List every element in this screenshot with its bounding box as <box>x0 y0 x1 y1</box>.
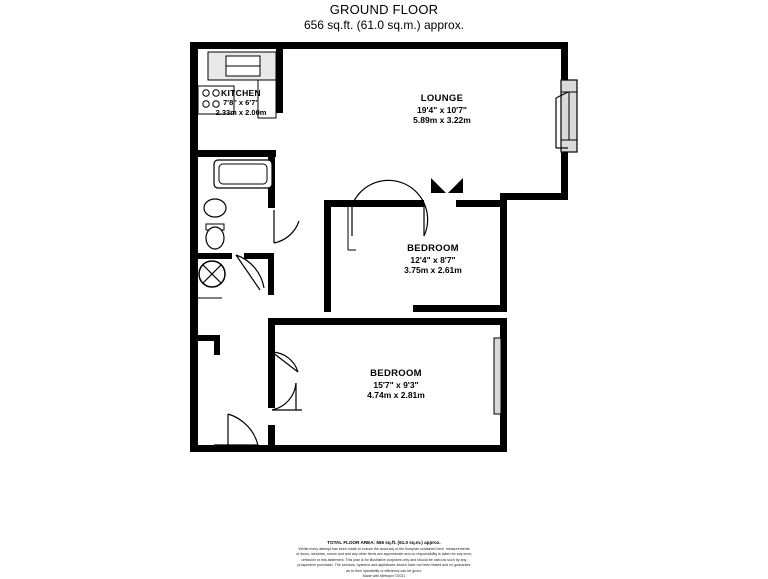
room-dimensions-metric: 5.89m x 3.22m <box>413 114 471 125</box>
bathroom-fittings <box>199 160 272 287</box>
room-dimensions-imperial: 19'4" x 10'7" <box>417 104 467 115</box>
room-dimensions-metric: 2.33m x 2.00m <box>215 107 267 117</box>
room-dimensions-metric: 4.74m x 2.81m <box>367 389 425 400</box>
disclaimer-line: of doors, windows, rooms and and any other items are approximate and no responsibility is taken for any error, <box>296 552 472 557</box>
room-label-kitchen <box>186 88 296 117</box>
page-subtitle: 656 sq.ft. (61.0 sq.m.) approx. <box>303 18 465 33</box>
disclaimer-line: Whilst every attempt has been made to ensure the accuracy of the floorplan contained here, measurements <box>298 547 470 551</box>
room-dimensions-imperial: 15'7" x 9'3" <box>373 379 419 390</box>
room-dimensions-imperial: 12'4" x 8'7" <box>410 254 456 265</box>
disclaimer-line: as to their operability or efficiency can be given. <box>346 568 422 573</box>
room-label-bedroom-2 <box>311 368 481 400</box>
room-name: KITCHEN <box>221 88 261 98</box>
disclaimer-line: omission or mis-statement. This plan is for illustrative purposes only and should be used as such by any <box>301 557 467 562</box>
room-dimensions-imperial: 7'8" x 6'7" <box>223 98 259 108</box>
page-title: GROUND FLOOR <box>329 2 439 17</box>
room-name: BEDROOM <box>370 368 422 379</box>
room-name: BEDROOM <box>407 243 459 254</box>
internal-detail-lines <box>198 207 356 298</box>
disclaimer-line: prospective purchaser. The services, systems and appliances shown have not been tested and no guarantee <box>297 563 471 568</box>
room-label-lounge <box>357 93 527 125</box>
room-dimensions-metric: 3.75m x 2.61m <box>404 264 462 275</box>
room-label-bedroom-1 <box>348 243 518 275</box>
disclaimer-credit: Made with Metropix ©2021 <box>362 573 406 578</box>
room-name: LOUNGE <box>420 93 464 104</box>
total-floor-area: TOTAL FLOOR AREA: 656 sq.ft. (61.0 sq.m.) approx. <box>327 540 441 545</box>
disclaimer-block <box>0 547 768 579</box>
